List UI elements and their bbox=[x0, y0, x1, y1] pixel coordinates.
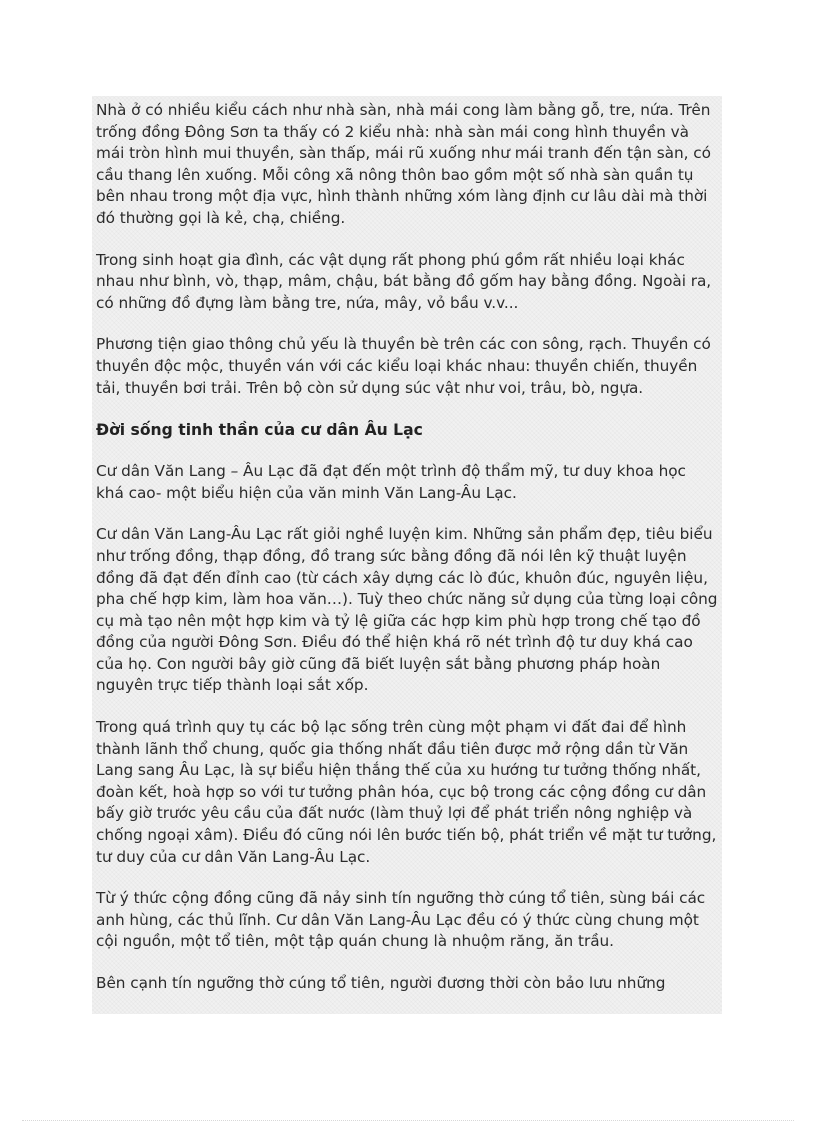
paragraph-ancestor-worship: Từ ý thức cộng đồng cũng đã nảy sinh tín ngưỡng thờ cúng tổ tiên, sùng bái các anh hùng, các thủ lĩnh. Cư dân Văn Lang-Âu Lạc đều có ý thức cùng chung một cội nguồn, một tổ tiên, một tập quán chung là nhuộm răng, ăn trầu. bbox=[96, 889, 706, 951]
paragraph-household-items: Trong sinh hoạt gia đình, các vật dụng rất phong phú gồm rất nhiều loại khác nhau như bình, vò, thạp, mâm, chậu, bát bằng đồ gốm hay bằng đồng. Ngoài ra, có những đồ đựng làm bằng tre, nứa, mây, vỏ bầu v.v... bbox=[96, 250, 712, 312]
page-bottom-divider bbox=[22, 1120, 794, 1121]
paragraph-unification: Trong quá trình quy tụ các bộ lạc sống trên cùng một phạm vi đất đai để hình thành lãnh thổ chung, quốc gia thống nhất đầu tiên được mở rộng dần từ Văn Lang sang Âu Lạc, là sự biểu hiện thắng thế của xu hướng tư tưởng thống nhất, đoàn kết, hoà hợp so với tư tưởng phân hóa, cục bộ trong các cộng đồng cư dân bấy giờ trước yêu cầu của đất nước (làm thuỷ lợi để phát triển nông nghiệp và chống ngoại xâm). Điều đó cũng nói lên bước tiến bộ, phát triển về mặt tư tưởng, tư duy của cư dân Văn Lang-Âu Lạc. bbox=[96, 718, 717, 866]
paragraph-aesthetics: Cư dân Văn Lang – Âu Lạc đã đạt đến một trình độ thẩm mỹ, tư duy khoa học khá cao- một biểu hiện của văn minh Văn Lang-Âu Lạc. bbox=[96, 462, 686, 502]
section-heading: Đời sống tinh thần của cư dân Âu Lạc bbox=[96, 421, 423, 440]
paragraph-transport: Phương tiện giao thông chủ yếu là thuyền bè trên các con sông, rạch. Thuyền có thuyền độc mộc, thuyền ván với các kiểu loại khác nhau: thuyền chiến, thuyền tải, thuyền bơi trải. Trên bộ còn sử dụng súc vật như voi, trâu, bò, ngựa. bbox=[96, 335, 711, 397]
paragraph-metallurgy: Cư dân Văn Lang-Âu Lạc rất giỏi nghề luyện kim. Những sản phẩm đẹp, tiêu biểu như trống đồng, thạp đồng, đồ trang sức bằng đồng đã nói lên kỹ thuật luyện đồng đã đạt đến đỉnh cao (từ cách xây dựng các lò đúc, khuôn đúc, nguyên liệu, pha chế hợp kim, làm hoa văn…). Tuỳ theo chức năng sử dụng của từng loại công cụ mà tạo nên một hợp kim và tỷ lệ giữa các hợp kim phù hợp trong chế tạo đồ đồng của người Đông Sơn. Điều đó thể hiện khá rõ nét trình độ tư duy khá cao của họ. Con người bây giờ cũng đã biết luyện sắt bằng phương pháp hoàn nguyên trực tiếp thành loại sắt xốp. bbox=[96, 525, 718, 695]
text-panel bbox=[92, 96, 722, 1014]
paragraph-housing: Nhà ở có nhiều kiểu cách như nhà sàn, nhà mái cong làm bằng gỗ, tre, nứa. Trên trống đồng Đông Sơn ta thấy có 2 kiểu nhà: nhà sàn mái cong hình thuyền và mái tròn hình mui thuyền, sàn thấp, mái rũ xuống như mái tranh đến tận sàn, có cầu thang lên xuống. Mỗi công xã nông thôn bao gồm một số nhà sàn quần tụ bên nhau trong một địa vực, hình thành những xóm làng định cư lâu dài mà thời đó thường gọi là kẻ, chạ, chiềng. bbox=[96, 101, 711, 227]
paragraph-beliefs: Bên cạnh tín ngưỡng thờ cúng tổ tiên, người đương thời còn bảo lưu những bbox=[96, 974, 666, 992]
